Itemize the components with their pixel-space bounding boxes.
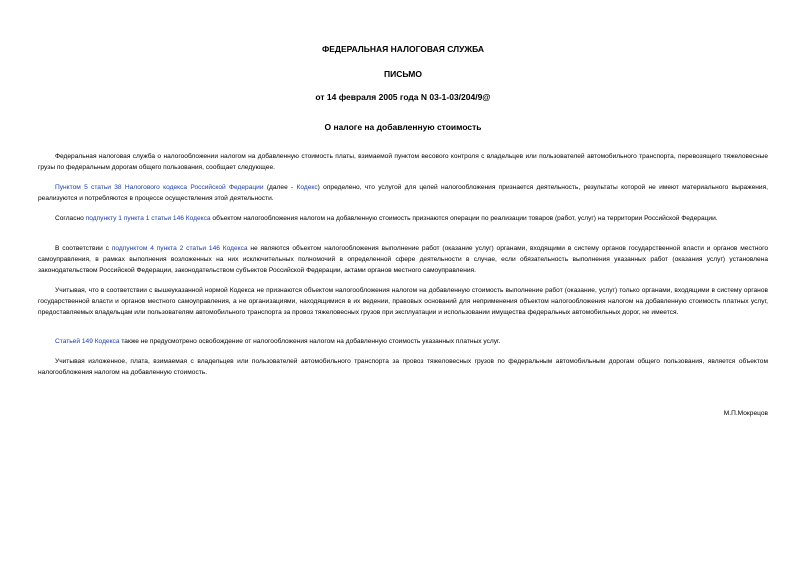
paragraph-4-text: не являются объектом налогообложения выполнение работ (оказание услуг) органами, входящими в систему органов государственной власти и органов местного самоуправления, в рамках выполнения возложенных на них исключительных полномочий в определенной сфере деятельности в случае, если обязательность выполнения указанных работ (оказания услуг) установлена законодательством Российской Федерации, законодательством субъектов Российской Федерации, актами органов местного самоуправления. — [38, 245, 768, 274]
paragraph-4 — [38, 243, 768, 276]
paragraph-6-text: также не предусмотрено освобождение от налогообложения налогом на добавленную стоимость указанных платных услуг. — [119, 338, 501, 345]
paragraph-2 — [38, 182, 768, 204]
paragraph-6 — [38, 336, 768, 347]
doc-date-number: от 14 февраля 2005 года N 03-1-03/204/9@ — [315, 92, 491, 102]
link-article-149[interactable]: Статьей 149 Кодекса — [55, 338, 120, 345]
link-article-38[interactable]: Пунктом 5 статьи 38 Налогового кодекса Российской Федерации — [55, 184, 264, 191]
link-article-146-p2[interactable]: подпунктом 4 пункта 2 статьи 146 Кодекса — [111, 245, 248, 252]
paragraph-1: Федеральная налоговая служба о налогообложении налогом на добавленную стоимость платы, взимаемой пунктом весового контроля с владельцев или пользователей автомобильного транспорта, перевозящего тяжеловесные грузы по федеральным дорогам общего пользования, сообщает следующее. — [38, 153, 768, 171]
doc-subject: О налоге на добавленную стоимость — [324, 122, 482, 132]
paragraph-5: Учитывая, что в соответствии с вышеуказанной нормой Кодекса не признаются объектом налогообложения налогом на добавленную стоимость выполнение работ (оказание, услуг) только органами, входящими в систему органов государственной власти и органов местного самоуправления, а не организациями, находящимися в их ведении, правовых оснований для неприменения объектом налогообложения налогом на добавленную стоимость платных услуг, предоставляемых владельцам или пользователям автомобильного транспорта за провоз тяжеловесных грузов при эксплуатации и использовании имущества федеральных автомобильных дорог, не имеется. — [38, 287, 768, 316]
paragraph-3 — [38, 213, 768, 224]
paragraph-2-text-mid: (далее - — [263, 184, 297, 191]
link-kodeks[interactable]: Кодекс — [296, 184, 318, 191]
paragraph-3-text-pre: Согласно — [55, 215, 86, 222]
doc-type-heading: ПИСЬМО — [384, 69, 422, 79]
paragraph-4-text-pre: В соответствии с — [55, 245, 112, 252]
agency-heading: ФЕДЕРАЛЬНАЯ НАЛОГОВАЯ СЛУЖБА — [321, 44, 485, 54]
signature: М.П.Мокрецов — [723, 410, 768, 417]
paragraph-3-text: объектом налогообложения налогом на добавленную стоимость признаются операции по реализации товаров (работ, услуг) на территории Российской Федерации. — [210, 215, 718, 222]
paragraph-7: Учитывая изложенное, плата, взимаемая с владельцев или пользователей автомобильного транспорта за провоз тяжеловесных грузов по федеральным автомобильным дорогам общего пользования, является объектом налогообложения налогом на добавленную стоимость. — [38, 358, 768, 376]
paragraph-2-text: ) определено, что услугой для целей налогообложения признается деятельность, результаты которой не имеют материального выражения, реализуются и потребляются в процессе осуществления этой деятельности. — [38, 184, 768, 202]
link-article-146-p1[interactable]: подпункту 1 пункта 1 статьи 146 Кодекса — [85, 215, 211, 222]
